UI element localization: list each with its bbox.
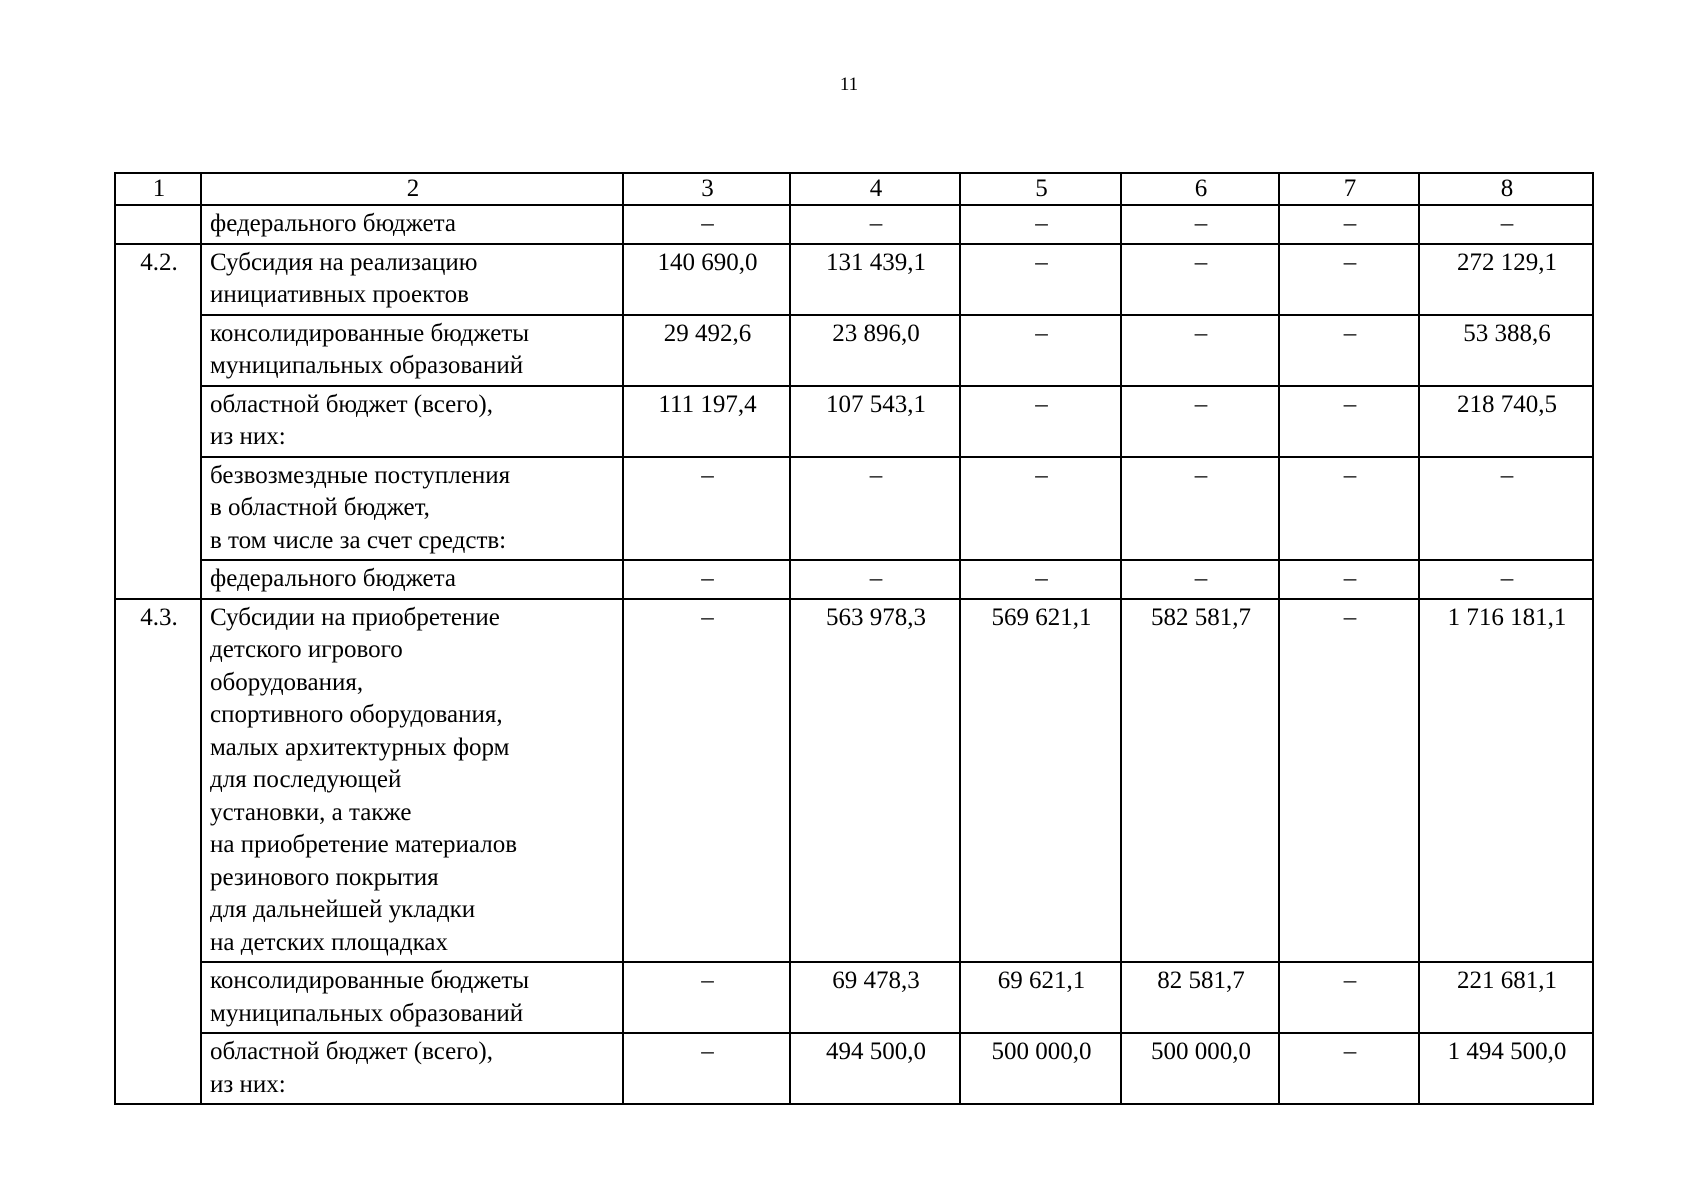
budget-table: [114, 172, 1594, 1105]
description-line: на детских площадках: [210, 928, 448, 956]
description-line: для дальнейшей укладки: [210, 896, 476, 923]
description-line: установки, а также: [210, 798, 412, 826]
value-cell-col-3: –: [623, 1033, 790, 1104]
value-cell-col-4: 107 543,1: [790, 386, 960, 457]
row-description-cell: [201, 457, 623, 561]
description-line: на приобретение материалов: [210, 831, 518, 858]
description-line: инициативных проектов: [210, 281, 469, 308]
value-cell-col-4: –: [790, 205, 960, 244]
row-number-cell: 4.3.: [115, 599, 201, 1105]
value-cell-col-6: –: [1121, 560, 1279, 599]
value-cell-col-6: –: [1121, 386, 1279, 457]
table-row: [115, 560, 1593, 599]
description-line: консолидированные бюджеты: [210, 967, 530, 994]
row-description-cell: [201, 1033, 623, 1104]
description-line: федерального бюджета: [210, 210, 456, 237]
row-description-cell: [201, 599, 623, 963]
value-cell-col-8: 272 129,1: [1419, 244, 1593, 315]
table-row: [115, 386, 1593, 457]
description-line: для последующей: [210, 766, 402, 793]
description-line: в том числе за счет средств:: [210, 526, 507, 554]
row-description-cell: [201, 386, 623, 457]
value-cell-col-6: 500 000,0: [1121, 1033, 1279, 1104]
value-cell-col-8: 1 494 500,0: [1419, 1033, 1593, 1104]
value-cell-col-4: 69 478,3: [790, 962, 960, 1033]
value-cell-col-7: –: [1279, 457, 1419, 561]
value-cell-col-6: –: [1121, 457, 1279, 561]
value-cell-col-6: –: [1121, 315, 1279, 386]
value-cell-col-5: –: [960, 315, 1121, 386]
description-line: муниципальных образований: [210, 999, 524, 1027]
value-cell-col-5: –: [960, 386, 1121, 457]
column-header-3: 3: [623, 173, 790, 205]
value-cell-col-4: 563 978,3: [790, 599, 960, 963]
value-cell-col-8: –: [1419, 560, 1593, 599]
description-line: Субсидии на приобретение: [210, 603, 500, 631]
column-header-1: 1: [115, 173, 201, 205]
page-number: 11: [839, 74, 859, 95]
value-cell-col-3: –: [623, 205, 790, 244]
value-cell-col-7: –: [1279, 962, 1419, 1033]
value-cell-col-5: 569 621,1: [960, 599, 1121, 963]
value-cell-col-8: –: [1419, 457, 1593, 561]
value-cell-col-8: 221 681,1: [1419, 962, 1593, 1033]
value-cell-col-4: 494 500,0: [790, 1033, 960, 1104]
table-row: [115, 315, 1593, 386]
value-cell-col-3: –: [623, 962, 790, 1033]
row-number-cell: [115, 205, 201, 244]
description-line: резинового покрытия: [210, 863, 439, 891]
value-cell-col-7: –: [1279, 386, 1419, 457]
value-cell-col-4: –: [790, 457, 960, 561]
value-cell-col-7: –: [1279, 315, 1419, 386]
value-cell-col-5: –: [960, 205, 1121, 244]
value-cell-col-7: –: [1279, 599, 1419, 963]
value-cell-col-5: –: [960, 244, 1121, 315]
table-body: [115, 173, 1593, 1104]
description-line: областной бюджет (всего),: [210, 390, 493, 418]
value-cell-col-8: 218 740,5: [1419, 386, 1593, 457]
column-header-8: 8: [1419, 173, 1593, 205]
description-line: областной бюджет (всего),: [210, 1038, 493, 1065]
description-line: малых архитектурных форм: [210, 733, 510, 761]
column-header-7: 7: [1279, 173, 1419, 205]
value-cell-col-3: –: [623, 457, 790, 561]
value-cell-col-7: –: [1279, 560, 1419, 599]
value-cell-col-3: –: [623, 599, 790, 963]
description-line: в областной бюджет,: [210, 494, 430, 521]
row-number-cell: 4.2.: [115, 244, 201, 599]
table-row: [115, 1033, 1593, 1104]
value-cell-col-6: –: [1121, 244, 1279, 315]
value-cell-col-3: 111 197,4: [623, 386, 790, 457]
description-line: консолидированные бюджеты: [210, 319, 530, 347]
value-cell-col-7: –: [1279, 1033, 1419, 1104]
table-row: [115, 962, 1593, 1033]
value-cell-col-8: –: [1419, 205, 1593, 244]
description-line: оборудования,: [210, 668, 364, 696]
value-cell-col-4: 23 896,0: [790, 315, 960, 386]
column-header-4: 4: [790, 173, 960, 205]
value-cell-col-3: –: [623, 560, 790, 599]
table-row: [115, 599, 1593, 963]
value-cell-col-5: 500 000,0: [960, 1033, 1121, 1104]
value-cell-col-5: –: [960, 457, 1121, 561]
row-description-cell: [201, 962, 623, 1033]
description-line: из них:: [210, 1070, 286, 1098]
description-line: Субсидия на реализацию: [210, 248, 478, 276]
row-description-cell: [201, 560, 623, 599]
value-cell-col-6: 82 581,7: [1121, 962, 1279, 1033]
row-description-cell: [201, 315, 623, 386]
value-cell-col-8: 1 716 181,1: [1419, 599, 1593, 963]
description-line: федерального бюджета: [210, 565, 456, 592]
table-row: [115, 244, 1593, 315]
column-number-header-row: [115, 173, 1593, 205]
column-header-5: 5: [960, 173, 1121, 205]
value-cell-col-6: –: [1121, 205, 1279, 244]
description-line: муниципальных образований: [210, 352, 524, 379]
value-cell-col-5: –: [960, 560, 1121, 599]
description-line: спортивного оборудования,: [210, 701, 503, 728]
value-cell-col-3: 140 690,0: [623, 244, 790, 315]
table-row: [115, 205, 1593, 244]
value-cell-col-7: –: [1279, 244, 1419, 315]
column-header-2: 2: [201, 173, 623, 205]
description-line: безвозмездные поступления: [210, 461, 511, 489]
description-line: детского игрового: [210, 636, 403, 663]
table-row: [115, 457, 1593, 561]
value-cell-col-3: 29 492,6: [623, 315, 790, 386]
row-description-cell: [201, 205, 623, 244]
value-cell-col-8: 53 388,6: [1419, 315, 1593, 386]
value-cell-col-5: 69 621,1: [960, 962, 1121, 1033]
value-cell-col-4: 131 439,1: [790, 244, 960, 315]
value-cell-col-7: –: [1279, 205, 1419, 244]
column-header-6: 6: [1121, 173, 1279, 205]
value-cell-col-6: 582 581,7: [1121, 599, 1279, 963]
value-cell-col-4: –: [790, 560, 960, 599]
description-line: из них:: [210, 423, 286, 450]
row-description-cell: [201, 244, 623, 315]
